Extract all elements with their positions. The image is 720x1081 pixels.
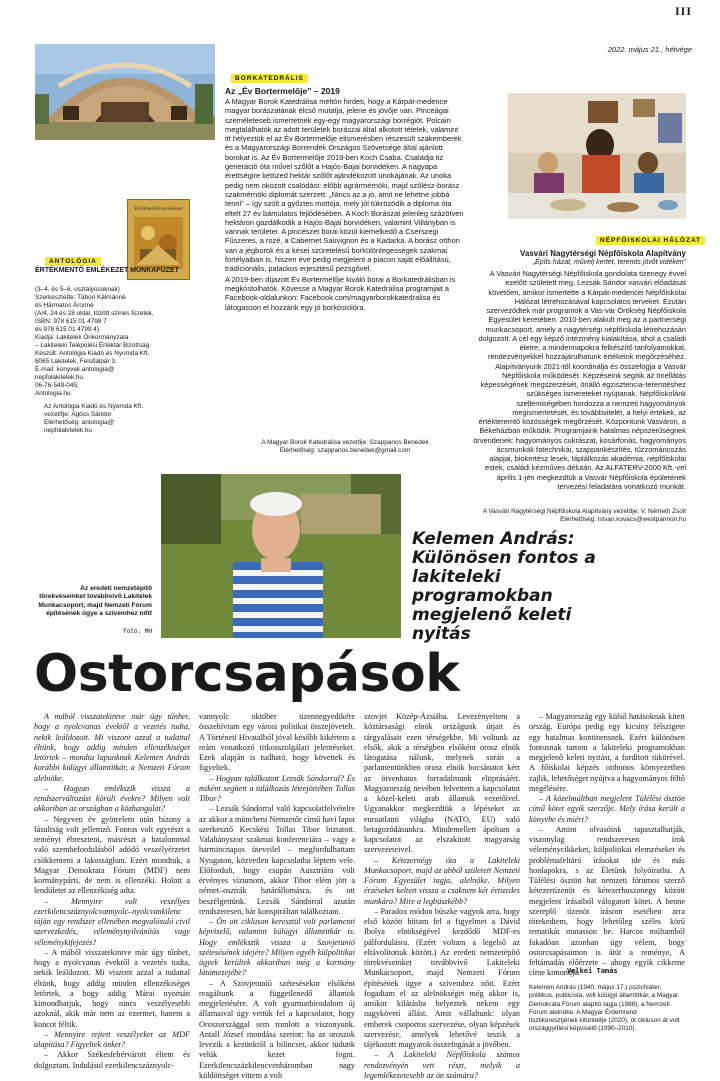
page-number: III (675, 4, 692, 19)
cathedral-text (225, 97, 465, 312)
body-paragraph: – Mennyire rejtett veszélyeket az MDF alapítása? Figyeltek önket? (34, 1030, 190, 1051)
author-bio: Kelemen András (1940. május 17.) pszichiáter, politikus, publicista, volt külügyi államtitkár, a Magyar Demokrata Fórum alapító tagja (1988), a Nemzeti Fórum alelnöke. A Magyar Érdemrend tisztikeresztjének kitüntettje (2020), öt cikluson át volt országgyűlési képviselő (1990–2010). (529, 984, 685, 1034)
anthology-contact-line: nepfolakitelek.hu (44, 427, 194, 435)
anthology-detail-line: Kiadja: Lakitelek Önkormányzata (35, 334, 205, 342)
body-column-2 (199, 712, 355, 1081)
body-paragraph: A mából visszatekintve már úgy tűnhet, hogy a nyolcvanas évektől a vezetés tudta, nekik leáldozott. Mi viszont azzal a tudattal éltünk, hogy addig minden ellenzékiséget letörtek – mondta lapunknak Kelemen András korábbi külügyi államtitkár, a Nemzeti Fórum alelnöke. (34, 712, 190, 784)
body-paragraph: – Paradox módon büszke vagyok arra, hogy első között híttam fel a figyelmet a Dávid Ibolya elnökségével kezdődő MDF-es pálfordulásra. (Ezért voltam a legelső az eltávolítottak között.) Az eredeti nemzetépítő törekvéseinket továbbvivő Lakiteleki Munkacsoport, majd Nemzeti Fórum építésének ügye a szívemhez nőtt. Ezért fogadtam el az alelnökséget még akkor is, amikor kilátásba helyeztek nekem egy nagykövetí állást. Amit vállaltunk: olyan emberek csoportos szervezése, olyan képzések szervezése, amelyek lehetővé teszik a tájékozott magyarok összefogását a jövőben. (364, 907, 520, 1051)
main-title: Ostorcsapások (34, 644, 459, 704)
anthology-contact-line: Az Antológia Kiadó és Nyomda Kft. (44, 403, 194, 411)
folk-school-contact (456, 508, 686, 524)
cathedral-paragraph: A Magyar Borok Katedrálisa méltón hirdeti, hogy a Kárpát-medence magyar borászatának élcső mutatja, jelene és jövője van. Pinceágai személeteseb ismertetnek egy-egy magyarországi borrégiót. Polcain megtalálhatók az adott területek borászai által alkotott tételek, valamint itt helyeztük el az Év Bortermelője elismerésben részesült szakemberek és a Magyarországi Borrendek Országos Szövetsége által ajánlott borokat is. Az Év Bortermelője 2019-ben Koch Csaba. Családja tiz generáció óta művel szőlőt a Hajós-Bajai borvidéken. A nagyapa érettségire kéttized hektár szőlőt ajándékozott unokájának. Az unoka pedig nem okozott csalódást: előbb agrármérnöki, majd szőlész-borász szakmérnöki diplomát szerzett. „Nincs az a jó, amit ne lehetne jobbá tenni” – így szólt a győztes mottója, mely jól tükrözödik a diploma óta eltelt 27 év bámulatos fejlődésében. A Koch Borászat jelenleg százötven hektáron gazdálkodik a Hajós-Bajai borvidéken, valamint Villányban is vannak területei. A pincészet borai közül kiemelkedő a Cserszegi Fűszeres, a rozé, a Cabernet Sauvignon és a Kadarka. A borász otthon van a jégborok és a kései szüretelésű borkülönlegességek szakmai fortélyaiban is, hiszen éve pedig megjelent a piacon saját előállítású, tradicionális, palackos erjesztésű pezsgővel. (225, 97, 465, 274)
anthology-detail-line: Antologia.hu (35, 390, 205, 398)
anthology-detail-line: – Lakiteleki Települési Értéktár Bizottság (35, 342, 205, 350)
body-paragraph: – A Szovjetunió szétesésekor elsőként reagáltunk a függetlenedő államok megjelenésére. A volt gyarmatbirodalom új államaival úgy vettük fel a kapcsolatot, hogy Oroszországgal sem romlott a viszonyunk. Antall József mondása szerint: ha az oroszok levezik a kezünkről a bilincset, akkor tudunk velük kezet fogni. Ezerkilencszázkilencvenháromban nagy küldöttséget vittem a volt (199, 979, 355, 1081)
body-paragraph: – Hogyan találkozott Lezsák Sándorral? És miként segített a találkozás létrejöttében Tollas Tibor? (199, 774, 355, 805)
anthology-detail-line: és Harmatos Áronné (35, 302, 205, 310)
anthology-detail-line: Szerkesztette: Tábori Kálmánné (35, 294, 205, 302)
cathedral-tag: BORKATEDRÁLIS (231, 74, 308, 83)
anthology-contact-line: vezetője: Ágócs Sándor (44, 411, 194, 419)
anthology-contact (44, 403, 194, 435)
cathedral-contact (220, 439, 470, 455)
body-paragraph: – A közelmúltban megjelent Tülélési ösztön című kötet egyik szerzője. Mely írása került a könyvbe és miért? (529, 794, 685, 825)
body-column-4 (529, 712, 685, 979)
cathedral-contact-line: A Magyar Borok Katedrálisa vezetője: Szappanos Benedek (220, 439, 470, 447)
folk-school-subtitle: „Építs házat, művelj kertet, teremts jövőt vidéken” (533, 259, 686, 266)
anthology-detail-line: ISBN: 978 615 01 4798 7 (35, 318, 205, 326)
folk-school-tag: NÉPFŐISKOLAI HÁLÓZAT (596, 236, 705, 245)
interview-headline: Kelemen András: Különösen fontos a lakiteleki programokban megjelenő keleti nyitás (412, 530, 622, 644)
cathedral-title: Az „Év Bortermelője” – 2019 (225, 86, 340, 96)
anthology-detail-line: nepfolakitelek.hu (35, 374, 205, 382)
body-paragraph: – A máből visszatekintve már úgy tűnhet, hogy a nyolcvanas évektől a vezetés tudta, nekik leáldozott. Mi viszont azzal a tudattal éltünk, hogy addig minden ellenzékiséget letörtek, a hogy addig Márai nyomán kimondhatjuk, hogy nincs veszélyesebb azoknál, akik már nem az ezermet, hanem a koncot féltik. (34, 948, 190, 1030)
body-column-3 (364, 712, 520, 1081)
body-paragraph: – Akkor Székesfehérvárott éltem és dolgoztam. Indulásul ezerkilencszáznyolc- (34, 1050, 190, 1071)
photo-credit: Fotó: MH (36, 628, 152, 636)
anthology-contact-line: Elérhetőség: antologia@ (44, 419, 194, 427)
body-paragraph: – Hogyan emlékszik vissza a rendszerváltozást körüli évekre? Milyen volt akkoriban az országban a közhangulat? (34, 784, 190, 815)
body-paragraph: – Lezsák Sándorral való kapcsolatfelvételre az akkor a müncheni Nemzetőr című havi lapot szerkesztő Kecskési Tollas Tibor biztatott. Valahányszor szakmai konferenciára – vagy a harmincnapos üteveilel – megfordulhattam Nyugaton, közvetlen kapcsolatba léptem vele. Előfordult, hogy csupán Ausztriára volt érvényes vízumom, akkor Tibor elém jött a német–osztrák határállomásra, és ott beszélgettünk. Lezsák Sándorral azután rendszeresen, bár konspiráltan találkoztam. (199, 804, 355, 917)
body-paragraph: vannyolc október tizennegyedikére összehívtam egy városi politikai összejövetelt. A Történeti Hivatalból jóval később kikértem a reám vonatkozó titkosszolgálati jelentéseket. Ezek alapján is tudható, hogy követtek és figyeltek. (199, 712, 355, 774)
folk-school-photo (508, 93, 686, 219)
folk-school-paragraph: A Vasvári Nagytérségi Népfőiskola gondolata tizenegy évvel ezelőtt született meg, Lezsák Sándor vasvári előadását követően, amikor ismertette a Kárpát-medencei Népfőiskolai Hálózat létrehozásával kapcsolatos terveket. Ezután szerveződtek már programok a Vas-vár Örökség Népfőiskola Egyesület keretében. 2010-ben alakult meg az a partnerségi munkacsoport, amely a nagytérségi népfőiskola létrehozásán dolgozott. A cél egy képző intézmény kialakítása, ahol a családi életre, a mindennapokra felkészítő tanfolyamokkal, rendezvényekkel hozzájárulhatunk értékeink megőrzéséhez. Alapítványunk 2021-től koordinálja és összefogja a Vasvár Népfőiskola működését. Képzéseink segítik az önellátás képességének megszerzését, önálló egzisztencia-teremtéshez szükséges ismereteket nyújtanak. Népfőiskolánk szellemiségében hordozza a nemzeti hagyományok megismertetését, és továbbvitelét, a helyi értékek, az értékteremtő közösségek megőrzését. Központunk Vasváron, a Békeházban működik. Programjaink hatalmas népszerűségnek örvendenek: hagyományos cukrászat, kosárfonás, hagyományos ácsmunkák fatechnikái, szappankészítés, tűzzománcozás alapjai, biokertész lesek, táplálkozás akadémia, népfőiskolai estek, családi kézműves délután. Az ALFATERV-2000 Kft.-vel április 1-jén megkezdtük a Vasvár Népfőiskola épületének tervezési feladatára vonatkozó munkát. (472, 269, 686, 491)
folk-school-contact-line: A Vasvári Nagytérségi Népfőiskola Alapítvány vezetője: V. Németh Zsolt (456, 508, 686, 516)
anthology-detail-line: Készült: Antológia Kiadó és Nyomda Kft. (35, 350, 205, 358)
anthology-tag: ANTOLÓGIA (45, 257, 101, 266)
byline: Velkei Tamás (567, 967, 618, 975)
cathedral-photo (35, 44, 215, 140)
body-paragraph: – Kétezernégy óta a Lakiteleki Munkacsoport, majd az abból született Nemzeti Fórum Egyesület tagja, alelnöke. Milyen érzéseket keltett vissza a csaknem két évtizedes munkára? Mire a legbüszkébb? (364, 856, 520, 907)
book-cover-title: Értékmentő emlékezet (128, 206, 189, 212)
dateline: 2022. május 21., hétvége (608, 45, 692, 54)
body-paragraph: – Amint olvasóink tapasztalhatják, viszonylag rendszeresen írok véleménycikkeket, külpolitikai elemzéseket és problémafeltáró írásokat ide és más honlapokra, s az Életünk folyóiratba. A Tülélési ösztön hat nemzeti fórumos szerző kétezertízenöt és kétezerhuszonegy között megjelent írásaiból válogatott kötet. A benne szereplő tízenöt írásom esetében arra törekedtem, hogy lehetőleg széles körű tematikát mutasson be. Harcos múltamból fakadóan azonban úgy vélem, hogy ostorcsapásaimon is átüt a reménye, A feltámadás előérzete – ahogy egyik cikkeme címe kimondja. (529, 825, 685, 979)
anthology-detail-line: és 978 615 01 4799 4) (35, 326, 205, 334)
portrait-photo (161, 474, 401, 638)
anthology-detail-line: (A/4, 24 és 28 oldal, tűzött színes füzetek, (35, 310, 205, 318)
cathedral-paragraph: A 2019-ben díjazott Év Bortermelője kiváló borai a Borkatedrálisban is megkóstolhatók. Kövesse a Magyar Borok Katedrálisa programjait a Facebook-oldalunkon: Facebook.com/magyarborokkatedralisa és látogasson el hozzánk egy jó borkóstolóra. (225, 275, 465, 312)
body-paragraph: – A Lakiteleki Népfőiskola számos rendezvényén vett részt, melyik a legemlékezetesebb az ön számára? (364, 1050, 520, 1081)
anthology-detail-line: 6065 Lakitelek, Felsőalpár 3. (35, 358, 205, 366)
body-paragraph: – Magyarország egy külső hatásoknak kitett ország. Európa pedig egy kicsiny félszigete egy hatalmas kontinensnek. Ezért különösen fontosnak tartom a lakiteleki programokban megjelenő keleti nyitást, a fordított tükörével. A főiskolai képzés otthonos környezetben zajlik, lehetőséget nyújtva a hagyományos féltő megélésére. (529, 712, 685, 794)
body-paragraph: – Ön ott cikluson keresztül volt parlamenti képviselő, valamint külügyi államtitkár is. Hogy emlékszik vissza a Szovjetunió szétesésének idejére? Milyen egyéb külpolitikai ügyek kerültek akkoriban még a kormány látómezejébe? (199, 917, 355, 979)
anthology-details (35, 286, 205, 398)
folk-school-text (472, 269, 686, 491)
anthology-detail-line: E-mail: konyvek.antologia@ (35, 366, 205, 374)
photo-caption: Az eredeti nemzetépítő törekvéseinket továbbvivő Lakitelek Munkacsoport, majd Nemzeti Fórum építésének ügye a szívemhez nőtt (36, 585, 152, 619)
anthology-detail-line: 06-76-549-045; (35, 382, 205, 390)
folk-school-title: Vasvári Nagytérségi Népfőiskola Alapítvány (520, 249, 686, 258)
body-paragraph: – Negyven év gyötrelem után bizony a fásultság volt jellemző. Fontos volt egyrészt a reményt ébreszteni, másrészt a hatalommal való szembefordulásból adódó veszélyérzetet csökkenteni a lakosságban. Ezért mondtuk, a Magyar Demokrata Fórum (MDF) nem kormánypárti, de nem is ellenzéki. Holott a lendületet az ellenzékiség adta. (34, 815, 190, 897)
anthology-detail-line: (3–4. és 5–6. osztályosoknak) (35, 286, 205, 294)
anthology-title: ÉRTÉKMENTŐ EMLÉKEZET MUNKAFÜZET (35, 266, 185, 275)
body-paragraph: szovjet Közép-Ázsiába. Levezényeltem a köztársasági elnök országunk útjait és tárgyalásait ezen térségekbe. Mi voltunk az elsők, akik a térségben elsőként orosz elnök látogatása nálunk, melynek során a parlamentünkben orosz elnök bocsánatot kért az ötvenhatos forradalmunk eltiprásáért. Magyarország nevében felvettem a kapcsolatot a közel-keleti arab államok vezetőivel. Ugyanakkor megkezdtük a lépéseket az euroatlanti világba (NATO, EU) való betagozódásunkra. Mindemellett ápoltam a kapcsolatot az elszakított magyarság szervezeteivel. (364, 712, 520, 856)
cathedral-contact-line: Elérhetőség: szappanos.benedek@gmail.com (220, 447, 470, 455)
body-column-1 (34, 712, 190, 1071)
body-paragraph: – Mennyire volt veszélyes ezerkilencszáznyolcvannyolc–nyolcvankilenc táján egy rendszer ellenében megvalósuló civil szervezkedés, véleménynyilvánítás vagy véleménykifejezés? (34, 897, 190, 948)
folk-school-contact-line: Elérhetőség: istvan.kovacs@westpannon.hu (456, 516, 686, 524)
